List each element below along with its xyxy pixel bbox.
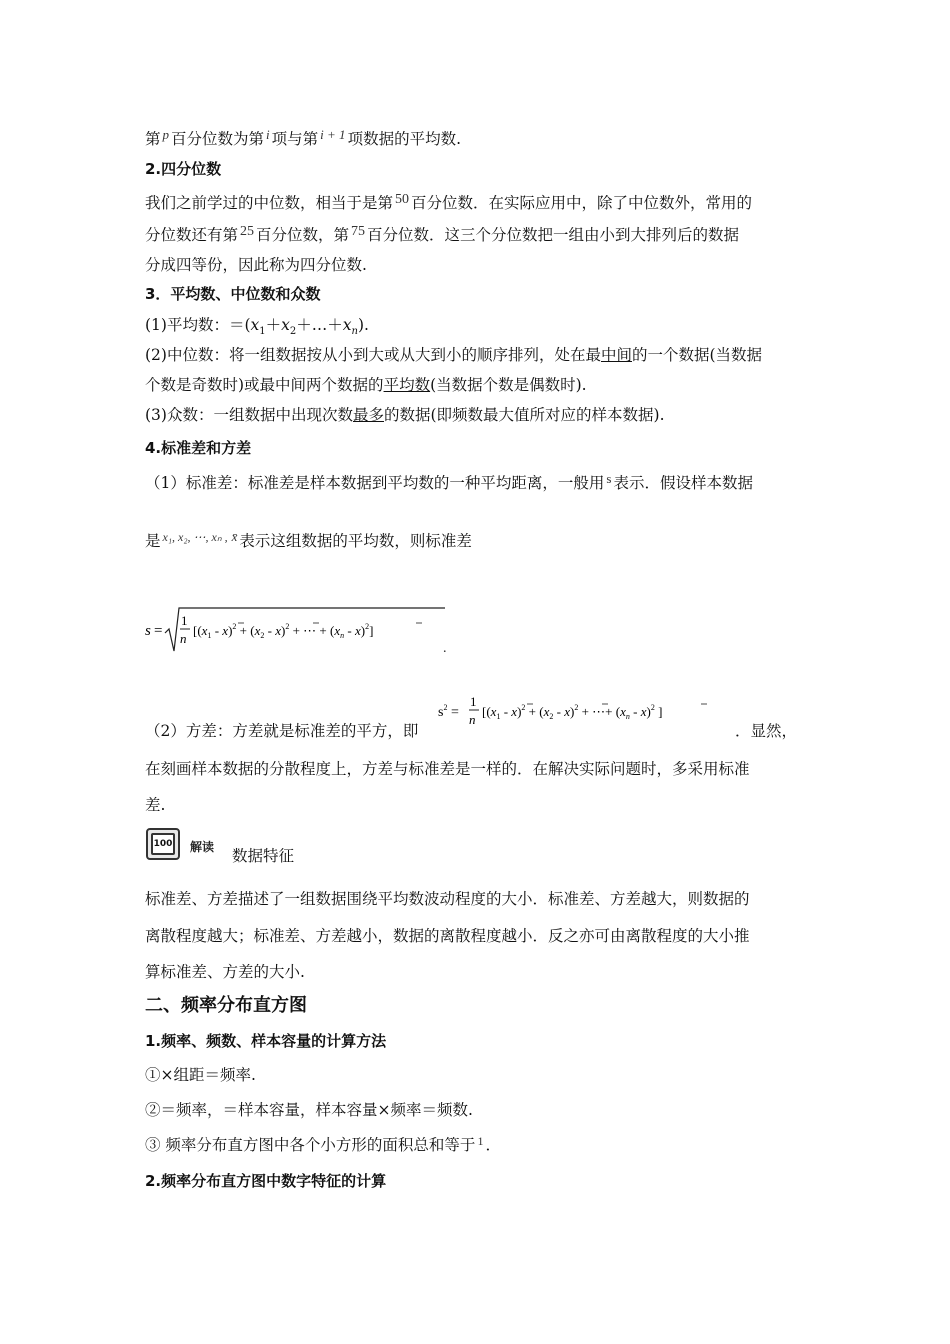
text: 个数是奇数时)或最中间两个数据的 bbox=[145, 376, 384, 394]
median-definition-cont bbox=[145, 374, 587, 396]
symbol-s: s bbox=[606, 471, 612, 486]
text: 的数据(即频数最大值所对应的样本数据). bbox=[383, 406, 665, 424]
text: 百分位数，第 bbox=[256, 226, 350, 244]
median-definition bbox=[145, 344, 762, 366]
badge-number: 100 bbox=[151, 833, 175, 855]
var-x: x bbox=[250, 316, 260, 334]
score-badge-icon bbox=[146, 828, 180, 860]
symbol-p: p bbox=[162, 127, 170, 142]
svg-text:1: 1 bbox=[470, 694, 477, 709]
formula-period: . bbox=[443, 641, 447, 656]
text: (1)平均数：＝( bbox=[145, 316, 251, 334]
paragraph-line: 差. bbox=[145, 796, 166, 814]
underlined-term: 最多 bbox=[352, 406, 384, 424]
svg-text:s: s bbox=[145, 623, 151, 639]
subscript: 2 bbox=[289, 326, 297, 338]
list-item: ①×组距＝频率. bbox=[145, 1066, 256, 1084]
paragraph-line bbox=[145, 530, 472, 553]
svg-text:s2 =: $s^2$ = bbox=[438, 703, 459, 720]
svg-text:n: n bbox=[469, 712, 476, 727]
svg-text:1: 1 bbox=[181, 613, 188, 628]
var-x: x bbox=[281, 316, 290, 334]
subscript: n bbox=[351, 326, 358, 338]
text: 我们之前学过的中位数，相当于是第 bbox=[145, 194, 394, 212]
section-heading-mean-median-mode: 3．平均数、中位数和众数 bbox=[145, 285, 321, 303]
text: (当数据个数是偶数时). bbox=[430, 376, 587, 394]
text: （1）标准差：标准差是样本数据到平均数的一种平均距离，一般用 bbox=[145, 474, 605, 492]
text: 项数据的平均数. bbox=[347, 130, 461, 148]
paragraph-line bbox=[145, 224, 739, 248]
paragraph-line: 离散程度越大；标准差、方差越小，数据的离散程度越小．反之亦可由离散程度的大小推 bbox=[145, 927, 750, 945]
svg-text:=: = bbox=[154, 623, 163, 639]
paragraph-line: 分成四等份，因此称为四分位数. bbox=[145, 256, 367, 274]
number: 1 bbox=[477, 1134, 484, 1148]
section-heading-numeric-features: 2.频率分布直方图中数字特征的计算 bbox=[145, 1172, 387, 1190]
text: 百分位数为第 bbox=[171, 130, 265, 148]
paragraph-line: 在刻画样本数据的分散程度上，方差与标准差是一样的．在解决实际问题时，多采用标准 bbox=[145, 760, 750, 778]
mode-definition bbox=[145, 404, 665, 426]
variance-line-end: ．显然， bbox=[735, 722, 798, 740]
paragraph-line bbox=[145, 472, 753, 495]
paragraph-line bbox=[145, 192, 752, 216]
text: ＋…＋ bbox=[296, 316, 343, 334]
symbol-xbar: x̄ bbox=[231, 529, 238, 544]
paragraph-line: 算标准差、方差的大小. bbox=[145, 963, 305, 981]
variance-formula bbox=[438, 692, 738, 737]
text: （2）方差：方差就是标准差的平方，即 bbox=[145, 722, 419, 740]
text: ③ 频率分布直方图中各个小方形的面积总和等于 bbox=[145, 1136, 476, 1154]
number: 25 bbox=[240, 224, 255, 239]
text: 第 bbox=[145, 130, 161, 148]
part-title-histogram: 二、频率分布直方图 bbox=[145, 995, 307, 1016]
text: (2)中位数：将一组数据按从小到大或从大到小的顺序排列，处在最 bbox=[145, 346, 601, 364]
variance-formula-graphic bbox=[438, 692, 738, 732]
list-item bbox=[145, 1134, 501, 1157]
text: 百分位数．这三个分位数把一组由小到大排列后的数据 bbox=[367, 226, 740, 244]
symbol-i: i bbox=[266, 127, 270, 142]
list-item: ②＝频率，＝样本容量，样本容量×频率＝频数. bbox=[145, 1101, 473, 1119]
text: 表示这组数据的平均数，则标准差 bbox=[239, 532, 472, 550]
text: 是 bbox=[145, 532, 161, 550]
underlined-term: 平均数 bbox=[383, 376, 431, 394]
text: ＋ bbox=[265, 316, 282, 334]
section-heading-std-variance: 4.标准差和方差 bbox=[145, 439, 252, 457]
number: 50 bbox=[395, 192, 410, 207]
text: (3)众数：一组数据中出现次数 bbox=[145, 406, 353, 424]
symbol-i-plus-1: i + 1 bbox=[320, 127, 346, 142]
paragraph-line: 标准差、方差描述了一组数据围绕平均数波动程度的大小．标准差、方差越大，则数据的 bbox=[145, 890, 750, 908]
text: 的一个数据(当数据 bbox=[631, 346, 763, 364]
mean-definition bbox=[145, 314, 369, 343]
variance-line bbox=[145, 720, 418, 742]
text: 表示．假设样本数据 bbox=[613, 474, 753, 492]
number: 75 bbox=[351, 224, 366, 239]
text: 项与第 bbox=[271, 130, 319, 148]
std-formula-graphic bbox=[145, 605, 455, 657]
jiedu-label: 解读 bbox=[190, 840, 215, 854]
svg-text:[(x1 - x)2 + (x2 - x)2 + ⋯+ (x: [$(x_1 - x)^2 + (x_2 - x)^2$ + ⋯+ $(x_n - x)^2$ ] bbox=[482, 703, 663, 721]
text: 分位数还有第 bbox=[145, 226, 239, 244]
section-heading-calculation: 1.频率、频数、样本容量的计算方法 bbox=[145, 1032, 387, 1050]
percentile-rule-line bbox=[145, 128, 461, 151]
var-x: x bbox=[342, 316, 352, 334]
svg-text:[(x1 - x)2 + (x2 - x)2 + ⋯ + (: [$(x_1 - x)^2 + (x_2 - x)^2$ + ⋯ + $(x_n - x)^2$] bbox=[193, 622, 374, 640]
section-heading-quartiles: 2.四分位数 bbox=[145, 160, 222, 178]
svg-text:n: n bbox=[180, 631, 187, 646]
text: 百分位数．在实际应用中，除了中位数外，常用的 bbox=[411, 194, 753, 212]
jiedu-title: 数据特征 bbox=[232, 847, 295, 865]
sample-variables: x₁, x₂, ⋯, xₙ , bbox=[162, 530, 228, 544]
text: ． bbox=[485, 1136, 501, 1154]
subscript: 1 bbox=[259, 326, 266, 338]
text: ). bbox=[358, 316, 369, 334]
std-formula bbox=[145, 605, 455, 662]
underlined-term: 中间 bbox=[600, 346, 632, 364]
